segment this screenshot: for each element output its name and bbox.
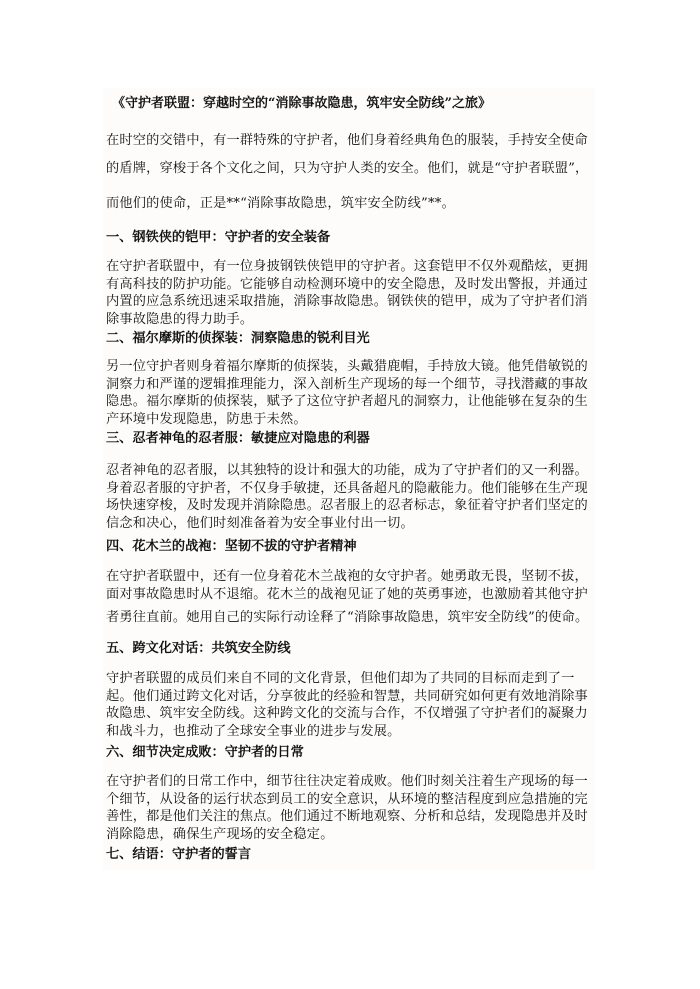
- paragraph-line: 身着忍者服的守护者，不仅身手敏捷，还具备超凡的隐蔽能力。他们能够在生产现: [106, 480, 588, 496]
- paragraph-line: 在守护者们的日常工作中，细节往往决定着成败。他们时刻关注着生产现场的每一: [106, 774, 588, 789]
- paragraph-line: 隐患。福尔摩斯的侦探装，赋予了这位守护者超凡的洞察力，让他能够在复杂的生: [106, 394, 588, 409]
- section-heading-2: 二、福尔摩斯的侦探装：洞察隐患的锐利目光: [106, 331, 370, 346]
- paragraph-line: 在守护者联盟中，有一位身披钢铁侠铠甲的守护者。这套铠甲不仅外观酷炫，更拥: [106, 259, 588, 274]
- section-paragraph-3: [106, 462, 594, 532]
- paragraph-line: 除事故隐患的得力助手。: [106, 311, 254, 327]
- section-paragraph-2: [106, 358, 594, 428]
- paragraph-line: 善性，都是他们关注的焦点。他们通过不断地观察、分析和总结，发现隐患并及时: [106, 809, 588, 824]
- section-heading-6: 六、细节决定成败：守护者的日常: [106, 745, 304, 760]
- paragraph-line: 产环境中发现隐患，防患于未然。: [106, 411, 307, 427]
- paragraph-line: 和战斗力，也推动了全球安全事业的进步与发展。: [106, 723, 401, 739]
- document-title: 《守护者联盟：穿越时空的“消除事故隐患，筑牢安全防线”之旅》: [112, 96, 491, 111]
- paragraph-line: 者勇往直前。她用自己的实际行动诠释了“消除事故隐患，筑牢安全防线”的使命。: [106, 610, 589, 625]
- section-heading-5: 五、跨文化对话：共筑安全防线: [106, 641, 291, 656]
- paragraph-line: 个细节，从设备的运行状态到员工的安全意识，从环境的整洁程度到应急措施的完: [106, 791, 588, 807]
- intro-line: 而他们的使命，正是**“消除事故隐患，筑牢安全防线”**。: [106, 196, 455, 211]
- paragraph-line: 在守护者联盟中，还有一位身着花木兰战袍的女守护者。她勇敢无畏，坚韧不拔，: [106, 569, 588, 584]
- paragraph-line: 场快速穿梭，及时发现并消除隐患。忍者服上的忍者标志，象征着守护者们坚定的: [106, 498, 588, 513]
- paragraph-line: 有高科技的防护功能。它能够自动检测环境中的安全隐患，及时发出警报，并通过: [106, 276, 588, 292]
- paragraph-line: 起。他们通过跨文化对话，分享彼此的经验和智慧，共同研究如何更有效地消除事: [106, 688, 588, 704]
- section-paragraph-4: [106, 568, 594, 627]
- intro-line: 的盾牌，穿梭于各个文化之间，只为守护人类的安全。他们，就是“守护者联盟”，: [106, 161, 589, 176]
- section-heading-4: 四、花木兰的战袍：坚韧不拔的守护者精神: [106, 539, 357, 554]
- section-paragraph-1: [106, 258, 594, 328]
- section-paragraph-6: [106, 773, 594, 843]
- paragraph-line: 忍者神龟的忍者服，以其独特的设计和强大的功能，成为了守护者们的又一利器。: [106, 463, 588, 478]
- paragraph-line: 内置的应急系统迅速采取措施，消除事故隐患。钢铁侠的铠甲，成为了守护者们消: [106, 294, 588, 309]
- section-heading-1: 一、钢铁侠的铠甲：守护者的安全装备: [106, 230, 331, 245]
- section-heading-7: 七、结语：守护者的誓言: [106, 847, 252, 862]
- paragraph-line: 面对事故隐患时从不退缩。花木兰的战袍见证了她的英勇事迹，也激励着其他守护: [106, 586, 588, 602]
- section-heading-3: 三、忍者神龟的忍者服：敏捷应对隐患的利器: [106, 431, 370, 446]
- paragraph-line: 守护者联盟的成员们来自不同的文化背景，但他们却为了共同的目标而走到了一: [106, 671, 575, 686]
- section-paragraph-5: [106, 670, 594, 740]
- intro-paragraph: [106, 127, 594, 218]
- paragraph-line: 信念和决心，他们时刻准备着为安全事业付出一切。: [106, 515, 414, 531]
- paragraph-line: 消除隐患，确保生产现场的安全稳定。: [106, 826, 334, 842]
- paragraph-line: 洞察力和严谨的逻辑推理能力，深入剖析生产现场的每一个细节，寻找潜藏的事故: [106, 376, 588, 392]
- paragraph-line: 故隐患、筑牢安全防线。这种跨文化的交流与合作，不仅增强了守护者们的凝聚力: [106, 706, 588, 721]
- paragraph-line: 另一位守护者则身着福尔摩斯的侦探装，头戴猎鹿帽，手持放大镜。他凭借敏锐的: [106, 359, 588, 374]
- intro-line: 在时空的交错中，有一群特殊的守护者，他们身着经典角色的服装，手持安全使命: [106, 133, 588, 148]
